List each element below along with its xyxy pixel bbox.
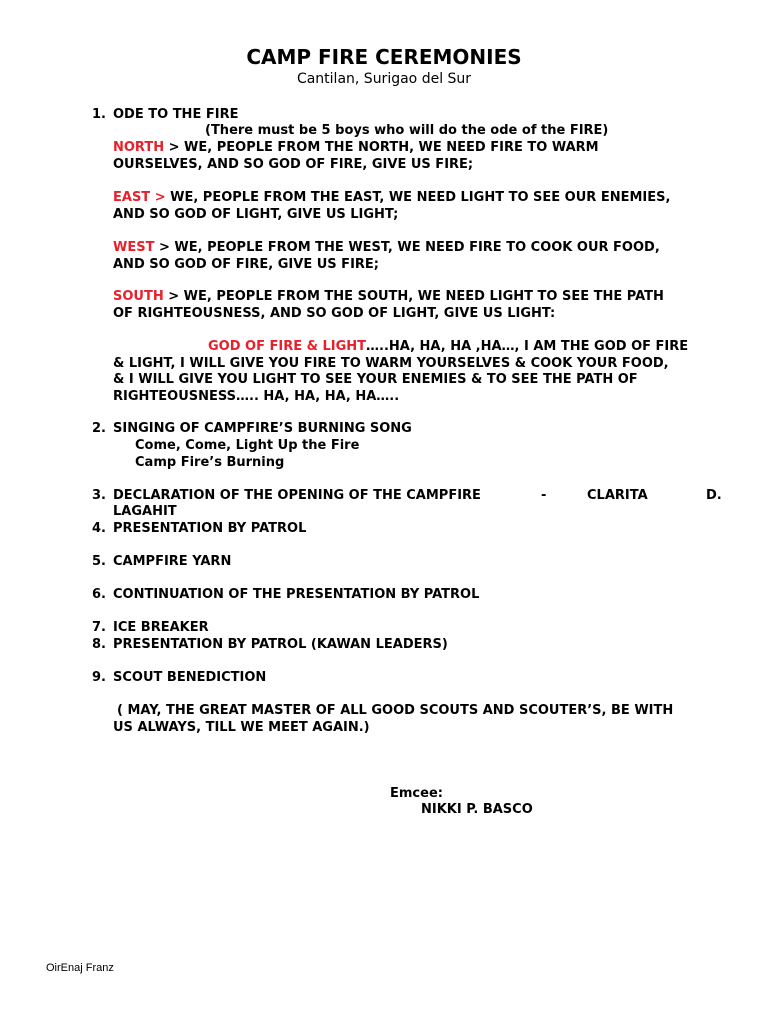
- item-number-5: 5.: [92, 554, 106, 569]
- benediction-line-2: US ALWAYS, TILL WE MEET AGAIN.): [113, 720, 370, 735]
- item-number-2: 2.: [92, 421, 106, 436]
- item-continuation: CONTINUATION OF THE PRESENTATION BY PATROL: [113, 587, 480, 602]
- north-line2: OURSELVES, AND SO GOD OF FIRE, GIVE US FIRE;: [113, 156, 474, 172]
- south-line1: > WE, PEOPLE FROM THE SOUTH, WE NEED LIGHT TO SEE THE PATH: [163, 289, 664, 304]
- item-number-4: 4.: [92, 521, 106, 536]
- song-line-1: Come, Come, Light Up the Fire: [135, 438, 360, 453]
- item-declaration: DECLARATION OF THE OPENING OF THE CAMPFIRE: [113, 488, 481, 503]
- god-line3: & I WILL GIVE YOU LIGHT TO SEE YOUR ENEMIES & TO SEE THE PATH OF: [113, 372, 638, 388]
- ode-east: [113, 190, 723, 223]
- god-label: GOD OF FIRE & LIGHT: [208, 339, 367, 354]
- song-line-2: Camp Fire’s Burning: [135, 455, 285, 470]
- south-label: SOUTH: [113, 289, 164, 304]
- item-number-7: 7.: [92, 620, 106, 635]
- west-label: WEST: [113, 240, 155, 255]
- item-number-8: 8.: [92, 637, 106, 652]
- page-title: CAMP FIRE CEREMONIES: [246, 45, 522, 69]
- emcee-name: NIKKI P. BASCO: [421, 802, 533, 817]
- west-line1: > WE, PEOPLE FROM THE WEST, WE NEED FIRE TO COOK OUR FOOD,: [154, 240, 660, 255]
- item-presentation-patrol: PRESENTATION BY PATROL: [113, 521, 307, 536]
- declaration-name-first: CLARITA: [587, 488, 648, 503]
- east-line2: AND SO GOD OF LIGHT, GIVE US LIGHT;: [113, 206, 399, 222]
- item-number-9: 9.: [92, 670, 106, 685]
- god-line2: & LIGHT, I WILL GIVE YOU FIRE TO WARM YOURSELVES & COOK YOUR FOOD,: [113, 355, 669, 371]
- south-line2: OF RIGHTEOUSNESS, AND SO GOD OF LIGHT, GIVE US LIGHT:: [113, 305, 556, 321]
- footer-author: OirEnaj Franz: [46, 962, 114, 974]
- item-campfire-song: SINGING OF CAMPFIRE’S BURNING SONG: [113, 421, 412, 436]
- east-line1: WE, PEOPLE FROM THE EAST, WE NEED LIGHT TO SEE OUR ENEMIES,: [165, 190, 671, 205]
- west-line2: AND SO GOD OF FIRE, GIVE US FIRE;: [113, 256, 379, 272]
- north-line1: > WE, PEOPLE FROM THE NORTH, WE NEED FIRE TO WARM: [164, 140, 599, 155]
- east-label: EAST >: [113, 190, 166, 205]
- benediction-line-1: ( MAY, THE GREAT MASTER OF ALL GOOD SCOUTS AND SCOUTER’S, BE WITH: [117, 703, 674, 718]
- declaration-name-last: LAGAHIT: [113, 504, 177, 519]
- page-subtitle: Cantilan, Surigao del Sur: [296, 71, 472, 87]
- item-scout-benediction: SCOUT BENEDICTION: [113, 670, 267, 685]
- item-campfire-yarn: CAMPFIRE YARN: [113, 554, 232, 569]
- god-line4: RIGHTEOUSNESS….. HA, HA, HA, HA…..: [113, 388, 400, 404]
- ode-north: [113, 140, 723, 173]
- north-label: NORTH: [113, 140, 165, 155]
- item-number-1: 1.: [92, 107, 106, 122]
- ode-note: (There must be 5 boys who will do the ode of the FIRE): [205, 123, 609, 138]
- item-number-6: 6.: [92, 587, 106, 602]
- ode-west: [113, 240, 723, 273]
- declaration-name-initial: D.: [706, 488, 722, 503]
- emcee-label: Emcee:: [390, 786, 443, 801]
- item-ode-to-fire: ODE TO THE FIRE: [113, 107, 239, 122]
- item-ice-breaker: ICE BREAKER: [113, 620, 209, 635]
- declaration-dash: -: [541, 488, 547, 503]
- item-kawan-leaders: PRESENTATION BY PATROL (KAWAN LEADERS): [113, 637, 448, 652]
- ode-god: [113, 339, 723, 405]
- ode-south: [113, 289, 723, 322]
- item-number-3: 3.: [92, 488, 106, 503]
- god-line1: …..HA, HA, HA ,HA…, I AM THE GOD OF FIRE: [366, 339, 689, 354]
